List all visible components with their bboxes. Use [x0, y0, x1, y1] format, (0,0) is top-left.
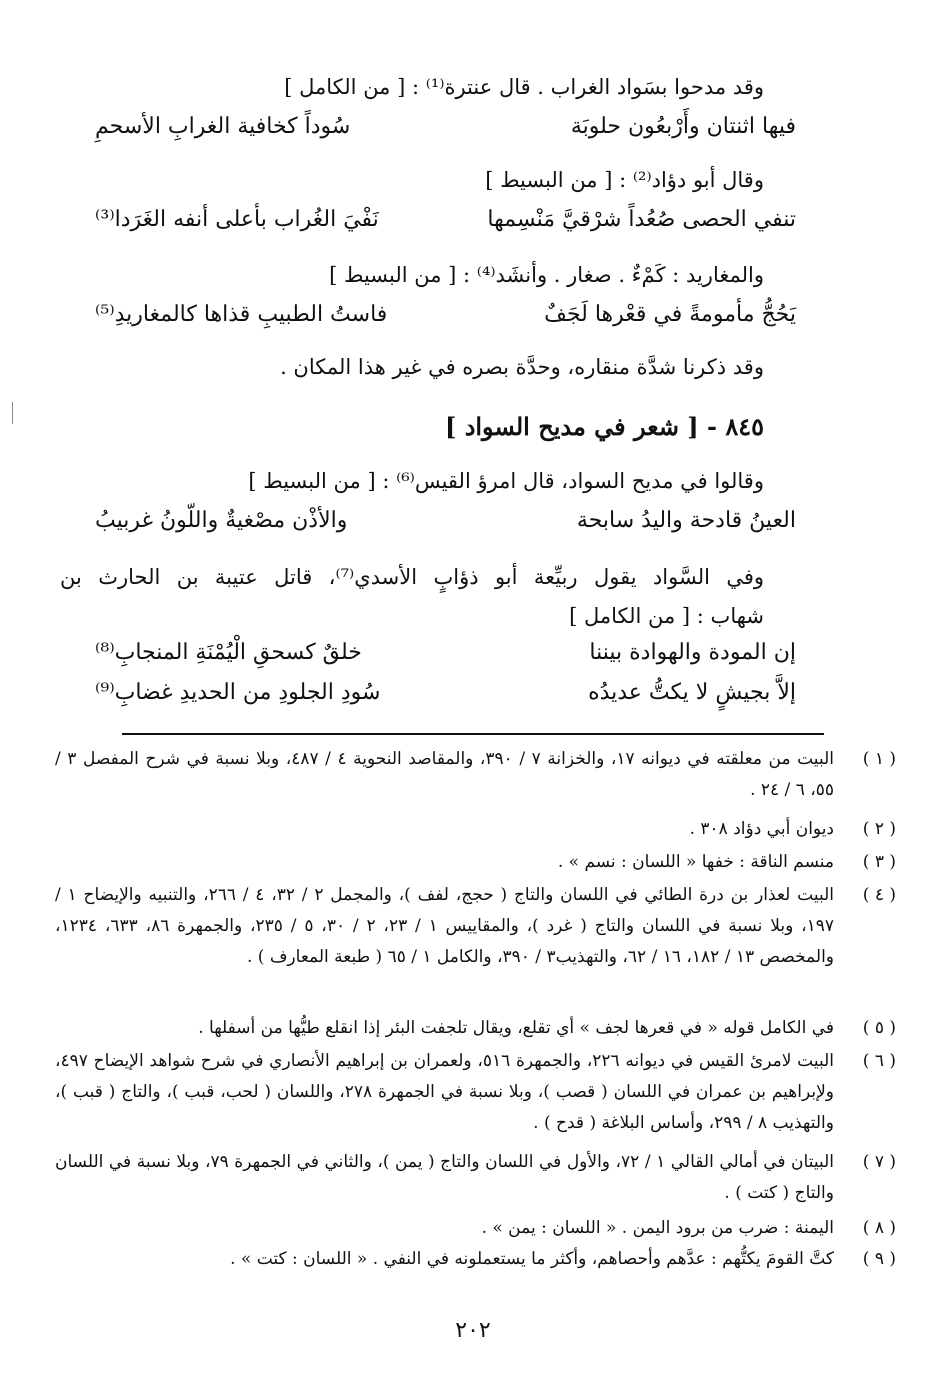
footnote — [55, 744, 896, 806]
footnote-number: ( ٤ ) — [862, 885, 896, 905]
footnote-text: البيت لعذار بن درة الطائي في اللسان والتاج ( حجج، لفف )، والمجمل ٢ / ٣٢، ٤ / ٢٦٦، والتنبيه والإيضاح ١ / ١٩٧، وبلا نسبة في اللسان والتاج ( غرد )، والمقاييس ١ / ٢٣، ٢ / ٣٠، ٥ / ٢٣٥، والجمهرة ٨٦، ٦٣٣، ١٢٣٤، والمخصص ١٣ / ١٨٢، ١٦ / ٦٢، والتهذيب٣ / ٣٩٠، والكامل ١ / ٦٥ ( طبعة المعارف ) . — [55, 885, 835, 967]
footnote — [55, 1213, 896, 1244]
verse-line — [95, 680, 796, 714]
verse-hemistich: تنفي الحصى صُعُداً شرْقيَّ مَنْسِمها — [487, 207, 796, 232]
footnote-text: البيتان في أمالي القالي ١ / ٧٢، والأول في اللسان والتاج ( يمن )، والثاني في الجمهرة ٧٩، وبلا نسبة في اللسان والتاج ( كتت ) . — [55, 1152, 834, 1203]
footnote-text: منسم الناقة : خفها « اللسان : نسم » . — [557, 852, 834, 872]
footnote-text: كتَّ القومَ يكتُّهم : عدَّهم وأحصاهم، وأكثر ما يستعملونه في النفي . « اللسان : كتت » . — [230, 1249, 834, 1269]
verse-line — [95, 114, 796, 148]
text-line: وفي السَّواد يقول ربيِّعة أبو ذؤابٍ الأسدي⁽⁷⁾، قاتل عتيبة بن الحارث بن — [60, 565, 764, 589]
verse-line — [95, 302, 796, 336]
verse-hemistich: والأذْن مصْغيةٌ واللّونُ غربيبُ — [95, 508, 348, 533]
margin-mark — [12, 402, 16, 424]
verse-hemistich: فيها اثنتان وأَرْبعُون حلوبَة — [570, 114, 796, 139]
verse-hemistich: سُوداً كخافية الغرابِ الأسحمِ — [95, 114, 351, 139]
footnote-separator — [122, 733, 824, 735]
verse-hemistich: فاستُ الطبيبِ قذاها كالمغاريدِ⁽⁵⁾ — [95, 302, 388, 327]
verse-hemistich: العينُ قادحة واليدُ سابحة — [576, 508, 796, 533]
verse-hemistich: يَحُجُّ مأمومةً في قعْرها لَجَفٌ — [544, 302, 796, 327]
footnote-text: البيت من معلقته في ديوانه ١٧، والخزانة ٧ / ٣٩٠، والمقاصد النحوية ٤ / ٤٨٧، وبلا نسبة في شرح المفصل ٣ / ٥٥، ٦ / ٢٤ . — [55, 749, 834, 800]
section-heading: ٨٤٥ - [ شعر في مديح السواد ] — [444, 412, 764, 441]
footnote-number: ( ١ ) — [862, 749, 896, 769]
footnote — [55, 1013, 896, 1044]
footnote — [55, 1147, 896, 1209]
footnote-text: اليمنة : ضرب من برود اليمن . « اللسان : يمن » . — [481, 1218, 834, 1238]
text-line: وقد مدحوا بسَواد الغراب . قال عنترة⁽¹⁾ : [ من الكامل ] — [284, 75, 764, 99]
footnote-number: ( ٩ ) — [862, 1249, 896, 1269]
verse-hemistich: نَفْيَ الغُراب بأعلى أنفه الغَرَدا⁽³⁾ — [95, 207, 379, 232]
footnote-text: في الكامل قوله « في قعرها لجف » أي تقلع، ويقال تلجفت البئر إذا انقلع طيُّها من أسفلها . — [198, 1018, 834, 1038]
verse-hemistich: إن المودة والهوادة بيننا — [589, 640, 796, 665]
verse-hemistich: إلاَّ بجيشٍ لا يكتُّ عديدُه — [588, 680, 796, 705]
text-line: وقد ذكرنا شدَّة منقاره، وحدَّة بصره في غير هذا المكان . — [280, 355, 764, 379]
text-line: والمغاريد : كَمْءٌ . صغار . وأنشَد⁽⁴⁾ : [ من البسيط ] — [329, 263, 764, 287]
verse-hemistich: خلقٌ كسحقِ الْيُمْنَةِ المنجابِ⁽⁸⁾ — [95, 640, 362, 665]
footnote-number: ( ٧ ) — [862, 1152, 896, 1172]
footnote-text: البيت لامرئ القيس في ديوانه ٢٢٦، والجمهرة ٥١٦، ولعمران بن إبراهيم الأنصاري في شرح شواهد الإيضاح ٤٩٧، ولإبراهيم بن عمران في اللسان ( قصب )، وبلا نسبة في الجمهرة ٢٧٨، واللسان ( لحب، قبب )، والتاج ( قبب )، والتهذيب ٨ / ٢٩٩، وأساس البلاغة ( قدح ) . — [55, 1051, 834, 1133]
footnote — [55, 814, 896, 845]
text-line: شهاب : [ من الكامل ] — [569, 604, 764, 628]
footnote — [55, 880, 896, 973]
footnote-number: ( ٣ ) — [862, 852, 896, 872]
footnote — [55, 1244, 896, 1275]
footnote-number: ( ٢ ) — [862, 819, 896, 839]
footnote-number: ( ٨ ) — [862, 1218, 896, 1238]
verse-hemistich: سُودِ الجلودِ من الحديدِ غضابِ⁽⁹⁾ — [95, 680, 381, 705]
text-line: وقالوا في مديح السواد، قال امرؤ القيس⁽⁶⁾ : [ من البسيط ] — [248, 469, 764, 493]
verse-line — [95, 508, 796, 542]
verse-line — [95, 640, 796, 674]
footnote-number: ( ٦ ) — [862, 1051, 896, 1071]
text-line: وقال أبو دؤاد⁽²⁾ : [ من البسيط ] — [485, 168, 764, 192]
footnote-number: ( ٥ ) — [862, 1018, 896, 1038]
footnote-text: ديوان أبي دؤاد ٣٠٨ . — [689, 819, 834, 839]
footnote — [55, 1046, 896, 1139]
footnote — [55, 847, 896, 878]
verse-line — [95, 207, 796, 241]
page-number: ٢٠٢ — [455, 1318, 491, 1343]
